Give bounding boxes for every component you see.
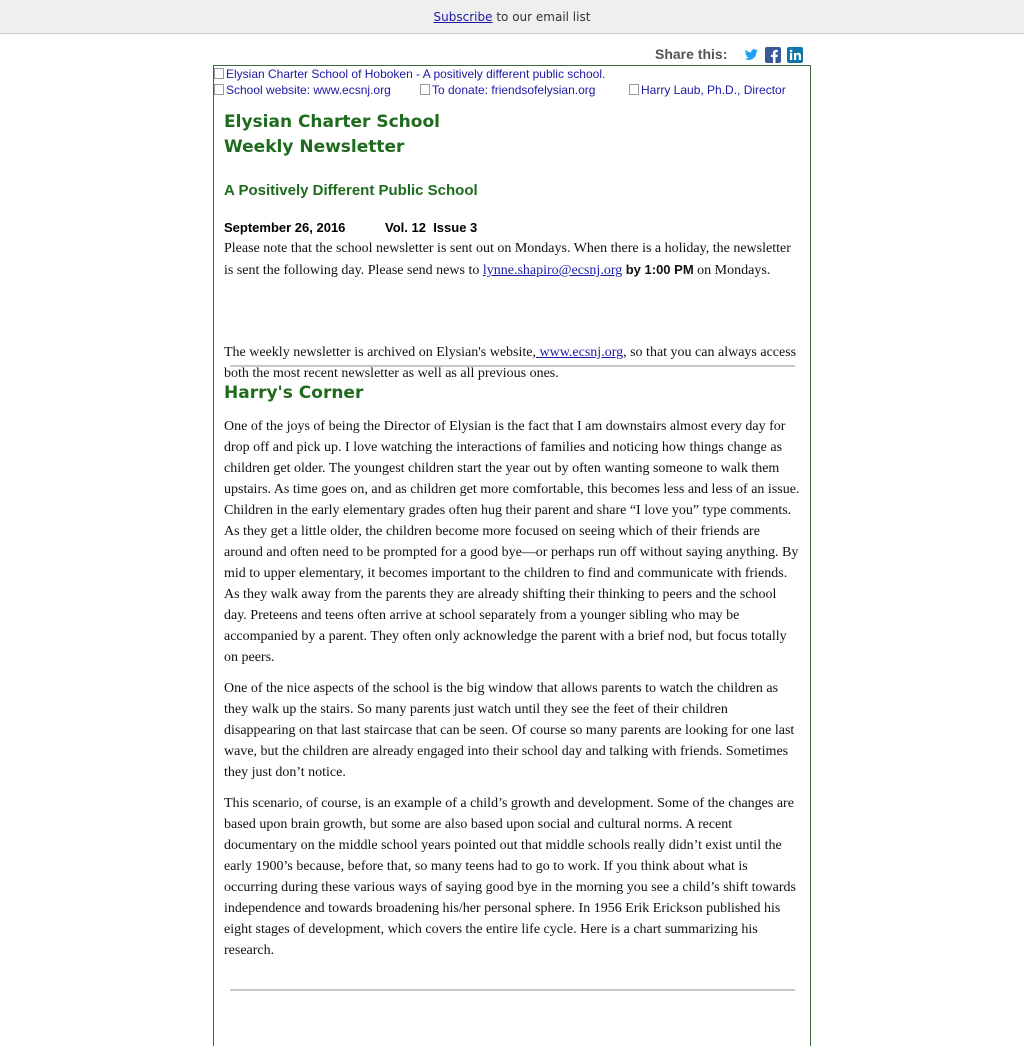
donate-image-link[interactable]: To donate: friendsofelysian.org: [432, 83, 596, 97]
school-name-line2: Weekly Newsletter: [224, 137, 405, 157]
divider: [230, 989, 795, 991]
subscribe-link[interactable]: Subscribe: [433, 10, 493, 24]
subscribe-text: to our email list: [496, 10, 591, 24]
director-image: Harry Laub, Ph.D., Director: [641, 83, 786, 97]
school-name: [224, 110, 802, 160]
harrys-corner-paragraph: This scenario, of course, is an example of a child’s growth and development. Some of the changes are based upon brain growth, but some are also based upon social and cultural norms. A recent documentary on the middle school years pointed out that middle schools really didn’t exist until the early 1900’s because, before that, so many teens had to go to work. If you think about what is occurring during these various ways of saying good bye in the morning you see a child’s shift towards independence and towards broadening his/her personal sphere. In 1956 Erik Erickson published his eight stages of development, which covers the entire life cycle. Here is a chart summarizing his research.: [224, 796, 796, 958]
issue-date: September 26, 2016: [224, 220, 346, 235]
website-link[interactable]: www.ecsnj.org: [536, 345, 624, 360]
broken-image-icon: [214, 68, 224, 79]
harrys-corner-paragraph: One of the nice aspects of the school is the big window that allows parents to watch the children as they walk up the stairs. So many parents just watch until they see the feet of their children disappearing on that last staircase that can be seen. Of course so many parents are looking for one last wave, but the children are already engaged into their school day and talking with friends. Sometimes they just don’t notice.: [224, 681, 795, 780]
tagline: A Positively Different Public School: [224, 182, 478, 199]
share-bar: [655, 44, 803, 64]
facebook-icon[interactable]: [765, 47, 781, 63]
archive-text: The weekly newsletter is archived on Elysian's website,: [224, 345, 536, 360]
school-name-line1: Elysian Charter School: [224, 112, 440, 132]
newsletter-frame: [213, 65, 811, 1046]
linkedin-icon[interactable]: [787, 47, 803, 63]
banner-main-image[interactable]: Elysian Charter School of Hoboken - A positively different public school.: [226, 67, 606, 81]
broken-image-icon: [420, 84, 430, 95]
intro-text-end: on Mondays.: [693, 263, 771, 278]
issue-dateline: [224, 220, 477, 235]
intro-paragraph-2: [224, 342, 802, 384]
deadline-text: by 1:00 PM: [625, 262, 694, 277]
subscribe-bar: [0, 0, 1024, 34]
broken-image-icon: [214, 84, 224, 95]
section-heading-harrys-corner: Harry's Corner: [224, 383, 364, 403]
harrys-corner-paragraph: One of the joys of being the Director of Elysian is the fact that I am downstairs almost every day for drop off and pick up. I love watching the interactions of families and noticing how things change as children get older. The youngest children start the year out by often wanting someone to walk them upstairs. As time goes on, and as children get more comfortable, this becomes less and less of an issue. Children in the early elementary grades often hug their parent and share “I love you” type comments. As they get a little older, the children become more focused on seeing which of their friends are around and often need to be prompted for a good bye—or perhaps run off without saying anything. By mid to upper elementary, it becomes important to the children to find and communicate with friends. As they walk away from the parents they are already shifting their thinking to peers and the school day. Preteens and teens often arrive at school separately from a younger sibling who may be accompanied by a parent. They often only acknowledge the parent with a brief nod, but focus totally on peers.: [224, 419, 800, 665]
website-image-link[interactable]: School website: www.ecsnj.org: [226, 83, 391, 97]
email-link[interactable]: lynne.shapiro@ecsnj.org: [482, 263, 623, 278]
broken-image-icon: [629, 84, 639, 95]
archive-text-end: , so that you can always access both the most recent newsletter as well as all previous ones.: [224, 345, 797, 381]
issue-volume: Vol. 12 Issue 3: [385, 220, 478, 235]
divider: [230, 365, 795, 367]
intro-paragraph-1: [224, 238, 802, 281]
share-label: Share this:: [655, 46, 728, 62]
intro-text: Please note that the school newsletter is sent out on Mondays. When there is a holiday, the newsletter is sent the following day. Please send news to: [224, 241, 791, 278]
newsletter-content: [224, 110, 802, 381]
twitter-icon[interactable]: [743, 47, 759, 63]
